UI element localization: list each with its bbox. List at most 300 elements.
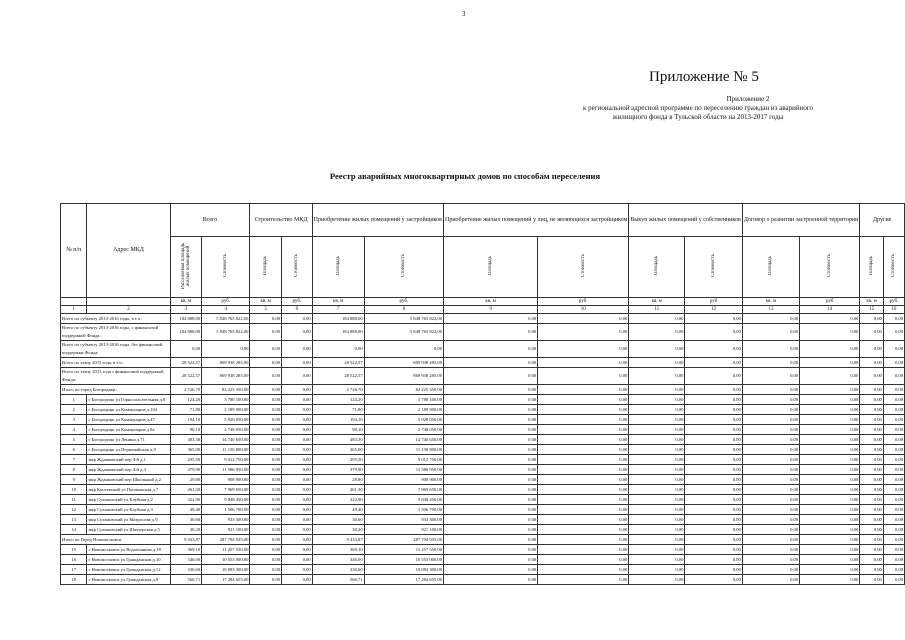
value-cell: 0,00 xyxy=(250,358,282,368)
value-cell: 0,00 xyxy=(742,324,799,341)
row-number: 4 xyxy=(61,425,87,435)
value-cell: 0,00 xyxy=(883,465,904,475)
value-cell: 0,00 xyxy=(444,405,538,415)
value-cell: 9 012 750,00 xyxy=(202,455,250,465)
value-cell: 0,00 xyxy=(250,405,282,415)
row-address: г Богородицк ул Коммунаров д.104 xyxy=(87,405,170,415)
value-cell: 0,00 xyxy=(883,535,904,545)
value-cell: 0,00 xyxy=(860,565,883,575)
value-cell: 0,00 xyxy=(282,535,313,545)
table-row xyxy=(61,324,905,341)
value-cell: 2 748 050,00 xyxy=(364,425,443,435)
unit-cell: руб. xyxy=(538,298,629,306)
unit-cell: кв. м xyxy=(444,298,538,306)
value-cell: 0,00 xyxy=(742,545,799,555)
value-cell: 0,00 xyxy=(685,435,742,445)
value-cell: 0,00 xyxy=(685,385,742,395)
subcol-area: Площадь xyxy=(629,237,685,298)
value-cell: 184 888,00 xyxy=(170,314,202,324)
units-cell-empty xyxy=(87,298,170,306)
value-cell: 49,40 xyxy=(312,505,364,515)
table-row xyxy=(61,368,905,385)
value-cell: 0,00 xyxy=(282,555,313,565)
value-cell: 365,00 xyxy=(170,445,202,455)
column-number-cell: 14 xyxy=(800,306,860,314)
value-cell: 0,00 xyxy=(282,358,313,368)
row-number: 3 xyxy=(61,415,87,425)
value-cell: 0,00 xyxy=(742,525,799,535)
value-cell: 0,00 xyxy=(312,341,364,358)
value-cell: 0,00 xyxy=(444,515,538,525)
table-row xyxy=(61,435,905,445)
value-cell: 0,00 xyxy=(444,368,538,385)
value-cell: 29,80 xyxy=(170,475,202,485)
value-cell: 287 794 035,00 xyxy=(202,535,250,545)
unit-cell: руб. xyxy=(883,298,904,306)
row-address: мкр Жданковский пер 4-й д.1 xyxy=(87,455,170,465)
value-cell: 0,00 xyxy=(444,545,538,555)
value-cell: 10 083 300,00 xyxy=(364,565,443,575)
row-address: мкр Жданковский пер 4-й д.3 xyxy=(87,465,170,475)
value-cell: 0,00 xyxy=(250,341,282,358)
value-cell: 0,00 xyxy=(742,405,799,415)
value-cell: 0,00 xyxy=(800,445,860,455)
value-cell: 0,00 xyxy=(883,495,904,505)
value-cell: 0,00 xyxy=(883,455,904,465)
value-cell: 0,00 xyxy=(742,425,799,435)
value-cell: 0,00 xyxy=(629,495,685,505)
value-cell: 0,00 xyxy=(685,405,742,415)
value-cell: 0,00 xyxy=(444,358,538,368)
value-cell: 9 433,87 xyxy=(312,535,364,545)
unit-cell: кв. м xyxy=(250,298,282,306)
column-number-cell: 1 xyxy=(61,306,87,314)
value-cell: 194,10 xyxy=(170,415,202,425)
value-cell: 0,00 xyxy=(685,314,742,324)
value-cell: 1 506 700,00 xyxy=(202,505,250,515)
value-cell: 11 130 800,00 xyxy=(364,445,443,455)
row-address: Итого по город Богородицк: xyxy=(61,385,171,395)
value-cell: 28 522,57 xyxy=(170,358,202,368)
value-cell: 0,00 xyxy=(860,395,883,405)
value-cell: 3 788 100,00 xyxy=(364,395,443,405)
value-cell: 0,00 xyxy=(250,505,282,515)
value-cell: 0,00 xyxy=(250,445,282,455)
value-cell: 0,00 xyxy=(629,405,685,415)
subcol-area: Площадь xyxy=(312,237,364,298)
value-cell: 0,00 xyxy=(883,405,904,415)
column-number-cell: 11 xyxy=(629,306,685,314)
value-cell: 10 553 000,00 xyxy=(202,555,250,565)
value-cell: 379,90 xyxy=(170,465,202,475)
value-cell: 0,00 xyxy=(250,435,282,445)
value-cell: 0,00 xyxy=(883,341,904,358)
col-num-header: № п/п xyxy=(61,204,87,298)
table-row xyxy=(61,314,905,324)
annex-2-caption xyxy=(548,95,848,122)
value-cell: 0,00 xyxy=(444,475,538,485)
unit-cell: кв. м xyxy=(860,298,883,306)
value-cell: 0,00 xyxy=(444,341,538,358)
value-cell: 0,00 xyxy=(685,324,742,341)
value-cell: 0,00 xyxy=(629,368,685,385)
value-cell: 0,00 xyxy=(250,455,282,465)
value-cell: 0,00 xyxy=(800,425,860,435)
column-number-cell: 2 xyxy=(87,306,170,314)
value-cell: 0,00 xyxy=(685,495,742,505)
value-cell: 0,00 xyxy=(742,341,799,358)
value-cell: 9 848 450,00 xyxy=(202,495,250,505)
table-title: Реестр аварийных многоквартирных домов по способам переселения xyxy=(329,171,601,181)
value-cell: 0,00 xyxy=(250,565,282,575)
value-cell: 0,00 xyxy=(250,415,282,425)
value-cell: 0,00 xyxy=(742,485,799,495)
value-cell: 0,00 xyxy=(800,465,860,475)
column-number-cell: 7 xyxy=(312,306,364,314)
value-cell: 0,00 xyxy=(742,358,799,368)
value-cell: 0,00 xyxy=(883,575,904,585)
value-cell: 0,00 xyxy=(742,575,799,585)
row-address: Всего по субъекту 2013-2016 годы, без финансовой поддержки Фонда: xyxy=(61,341,171,358)
value-cell: 0,00 xyxy=(444,415,538,425)
subcol-cost: Стоимость xyxy=(364,237,443,298)
value-cell: 82 225 350,00 xyxy=(364,385,443,395)
value-cell: 0,00 xyxy=(800,565,860,575)
value-cell: 566,71 xyxy=(170,575,202,585)
table-row xyxy=(61,495,905,505)
value-cell: 0,00 xyxy=(685,341,742,358)
annex-2-line1: Приложение 2 xyxy=(726,95,770,103)
registry-table xyxy=(60,203,905,585)
column-numbers-row xyxy=(61,306,905,314)
value-cell: 566,71 xyxy=(312,575,364,585)
table-row xyxy=(61,445,905,455)
value-cell: 483,30 xyxy=(170,435,202,445)
value-cell: 0,00 xyxy=(860,415,883,425)
value-cell: 322,90 xyxy=(170,495,202,505)
value-cell: 908 900,00 xyxy=(364,475,443,485)
value-cell: 0,00 xyxy=(250,425,282,435)
table-row xyxy=(61,565,905,575)
value-cell: 0,00 xyxy=(883,505,904,515)
value-cell: 0,00 xyxy=(800,475,860,485)
value-cell: 0,00 xyxy=(629,385,685,395)
value-cell: 0,00 xyxy=(282,324,313,341)
value-cell: 0,00 xyxy=(444,525,538,535)
value-cell: 0,00 xyxy=(538,341,629,358)
value-cell: 2 748 050,00 xyxy=(202,425,250,435)
group-construction-header: Строительство МКД xyxy=(250,204,312,237)
value-cell: 0,00 xyxy=(629,525,685,535)
row-number: 7 xyxy=(61,455,87,465)
row-address: г Новомосковск ул Водопьянова д.18 xyxy=(87,545,170,555)
subcol-area: Площадь xyxy=(742,237,799,298)
value-cell: 0,00 xyxy=(282,455,313,465)
table-row xyxy=(61,555,905,565)
value-cell: 0,00 xyxy=(742,368,799,385)
value-cell: 0,00 xyxy=(800,555,860,565)
value-cell: 0,00 xyxy=(282,515,313,525)
value-cell: 5 848 765 822,00 xyxy=(202,314,250,324)
value-cell: 0,00 xyxy=(800,405,860,415)
table-row xyxy=(61,425,905,435)
value-cell: 0,00 xyxy=(742,475,799,485)
value-cell: 0,00 xyxy=(444,505,538,515)
table-row xyxy=(61,545,905,555)
value-cell: 0,00 xyxy=(538,435,629,445)
value-cell: 0,00 xyxy=(538,525,629,535)
value-cell: 0,00 xyxy=(742,555,799,565)
value-cell: 0,00 xyxy=(800,455,860,465)
table-row xyxy=(61,415,905,425)
value-cell: 0,00 xyxy=(685,425,742,435)
value-cell: 0,00 xyxy=(685,395,742,405)
subcol-cost: Стоимость xyxy=(685,237,742,298)
value-cell: 0,00 xyxy=(800,395,860,405)
group-development-header: Договор о развитии застроенной территории xyxy=(742,204,860,237)
group-total-header: Всего xyxy=(170,204,250,237)
value-cell: 11 257 550,00 xyxy=(202,545,250,555)
value-cell: 0,00 xyxy=(629,545,685,555)
value-cell: 0,00 xyxy=(538,395,629,405)
value-cell: 0,00 xyxy=(202,341,250,358)
value-cell: 0,00 xyxy=(282,475,313,485)
value-cell: 0,00 xyxy=(444,555,538,565)
row-number: 15 xyxy=(61,545,87,555)
value-cell: 0,00 xyxy=(860,455,883,465)
value-cell: 28 522,57 xyxy=(312,358,364,368)
value-cell: 0,00 xyxy=(883,324,904,341)
value-cell: 5 848 765 822,00 xyxy=(202,324,250,341)
value-cell: 0,00 xyxy=(538,324,629,341)
value-cell: 0,00 xyxy=(444,324,538,341)
column-number-cell: 12 xyxy=(685,306,742,314)
value-cell: 346,00 xyxy=(170,555,202,565)
value-cell: 5 848 765 822,00 xyxy=(364,314,443,324)
value-cell: 869 938 285,00 xyxy=(364,368,443,385)
value-cell: 869 938 285,00 xyxy=(202,368,250,385)
value-cell: 0,00 xyxy=(629,435,685,445)
value-cell: 0,00 xyxy=(538,314,629,324)
value-cell: 0,00 xyxy=(250,385,282,395)
value-cell: 0,00 xyxy=(860,465,883,475)
table-row xyxy=(61,505,905,515)
unit-cell: руб xyxy=(685,298,742,306)
value-cell: 0,00 xyxy=(444,535,538,545)
value-cell: 0,00 xyxy=(742,385,799,395)
table-row xyxy=(61,385,905,395)
value-cell: 0,00 xyxy=(538,505,629,515)
value-cell: 0,00 xyxy=(883,475,904,485)
value-cell: 0,00 xyxy=(742,465,799,475)
value-cell: 0,00 xyxy=(444,455,538,465)
row-address: г Богородицк ул Горноспасательная д.8 xyxy=(87,395,170,405)
value-cell: 0,00 xyxy=(629,485,685,495)
value-cell: 184 888,00 xyxy=(170,324,202,341)
value-cell: 0,00 xyxy=(282,395,313,405)
value-cell: 0,00 xyxy=(282,425,313,435)
annex-2-line3: жилищного фонда в Тульской области на 2013-2017 годы xyxy=(612,113,784,121)
value-cell: 0,00 xyxy=(282,525,313,535)
value-cell: 0,00 xyxy=(860,575,883,585)
value-cell: 0,00 xyxy=(883,358,904,368)
unit-cell: кв. м xyxy=(170,298,202,306)
value-cell: 0,00 xyxy=(444,395,538,405)
table-row xyxy=(61,358,905,368)
value-cell: 0,00 xyxy=(444,314,538,324)
value-cell: 330,60 xyxy=(170,565,202,575)
value-cell: 0,00 xyxy=(538,368,629,385)
value-cell: 124,20 xyxy=(170,395,202,405)
value-cell: 0,00 xyxy=(883,525,904,535)
value-cell: 0,00 xyxy=(629,314,685,324)
value-cell: 0,00 xyxy=(629,515,685,525)
value-cell: 869 938 285,00 xyxy=(364,358,443,368)
value-cell: 295,50 xyxy=(312,455,364,465)
row-address: Всего по субъекту 2013-2016 годы, в т.ч.: xyxy=(61,314,171,324)
value-cell: 0,00 xyxy=(883,545,904,555)
units-row xyxy=(61,298,905,306)
value-cell: 0,00 xyxy=(800,435,860,445)
row-address: г Новомосковск ул Гражданская д.12 xyxy=(87,565,170,575)
value-cell: 0,00 xyxy=(629,475,685,485)
value-cell: 0,00 xyxy=(860,535,883,545)
table-row xyxy=(61,575,905,585)
header-row-groups xyxy=(61,204,905,237)
value-cell: 0,00 xyxy=(282,445,313,455)
value-cell: 0,00 xyxy=(685,475,742,485)
row-address: Всего по субъекту 2013-2016 годы, с финансовой поддержкой Фонда: xyxy=(61,324,171,341)
value-cell: 0,00 xyxy=(538,515,629,525)
value-cell: 0,00 xyxy=(742,535,799,545)
row-number: 12 xyxy=(61,505,87,515)
value-cell: 0,00 xyxy=(883,314,904,324)
subcol-area: Площадь xyxy=(860,237,883,298)
value-cell: 0,00 xyxy=(629,395,685,405)
value-cell: 0,00 xyxy=(250,535,282,545)
value-cell: 0,00 xyxy=(860,314,883,324)
value-cell: 369,10 xyxy=(170,545,202,555)
group-redemption-header: Выкуп жилых помещений у собственников xyxy=(629,204,742,237)
value-cell: 0,00 xyxy=(250,515,282,525)
value-cell: 11 586 950,00 xyxy=(202,465,250,475)
value-cell: 0,00 xyxy=(742,314,799,324)
unit-cell: кв. м xyxy=(629,298,685,306)
column-number-cell: 4 xyxy=(202,306,250,314)
value-cell: 0,00 xyxy=(629,505,685,515)
unit-cell: кв. м xyxy=(742,298,799,306)
value-cell: 0,00 xyxy=(800,358,860,368)
value-cell: 0,00 xyxy=(685,525,742,535)
table-row xyxy=(61,475,905,485)
value-cell: 0,00 xyxy=(250,368,282,385)
value-cell: 0,00 xyxy=(742,565,799,575)
page-number: 3 xyxy=(462,10,466,18)
value-cell: 261,30 xyxy=(312,485,364,495)
row-address: г Новомосковск ул Гражданская д.10 xyxy=(87,555,170,565)
value-cell: 0,00 xyxy=(800,505,860,515)
value-cell: 7 969 650,00 xyxy=(364,485,443,495)
value-cell: 0,00 xyxy=(444,385,538,395)
value-cell: 0,00 xyxy=(860,515,883,525)
row-number: 13 xyxy=(61,515,87,525)
row-address: г Богородицк ул Ленина д.71 xyxy=(87,435,170,445)
value-cell: 330,60 xyxy=(312,565,364,575)
value-cell: 0,00 xyxy=(742,435,799,445)
value-cell: 5 920 050,00 xyxy=(364,415,443,425)
row-number: 11 xyxy=(61,495,87,505)
row-address: мкр Сухановский ул Матросова д.9 xyxy=(87,515,170,525)
row-address: Итого по Город Новомосковск: xyxy=(61,535,171,545)
subcol-cost: Стоимость xyxy=(202,237,250,298)
value-cell: 0,00 xyxy=(444,445,538,455)
value-cell: 0,00 xyxy=(860,545,883,555)
value-cell: 0,00 xyxy=(883,435,904,445)
subcol-cost: Стоимость xyxy=(538,237,629,298)
value-cell: 0,00 xyxy=(860,485,883,495)
value-cell: 11 257 550,00 xyxy=(364,545,443,555)
row-number: 5 xyxy=(61,435,87,445)
value-cell: 0,00 xyxy=(685,415,742,425)
value-cell: 0,00 xyxy=(250,525,282,535)
value-cell: 0,00 xyxy=(538,455,629,465)
value-cell: 124,20 xyxy=(312,395,364,405)
value-cell: 0,00 xyxy=(685,545,742,555)
row-number: 18 xyxy=(61,575,87,585)
unit-cell: руб. xyxy=(202,298,250,306)
value-cell: 0,00 xyxy=(538,495,629,505)
value-cell: 0,00 xyxy=(538,405,629,415)
value-cell: 0,00 xyxy=(800,485,860,495)
column-number-cell: 13 xyxy=(742,306,799,314)
value-cell: 0,00 xyxy=(282,545,313,555)
value-cell: 11 130 800,00 xyxy=(202,445,250,455)
value-cell: 30,60 xyxy=(312,515,364,525)
row-address: мкр Коптевский ул Пушкинская д.7 xyxy=(87,485,170,495)
value-cell: 0,00 xyxy=(860,495,883,505)
table-row xyxy=(61,525,905,535)
value-cell: 0,00 xyxy=(685,485,742,495)
column-number-cell: 9 xyxy=(444,306,538,314)
value-cell: 0,00 xyxy=(860,341,883,358)
value-cell: 184 888,00 xyxy=(312,314,364,324)
value-cell: 28 522,57 xyxy=(170,368,202,385)
value-cell: 71,80 xyxy=(170,405,202,415)
value-cell: 9 433,87 xyxy=(170,535,202,545)
value-cell: 0,00 xyxy=(250,314,282,324)
row-number: 9 xyxy=(61,475,87,485)
value-cell: 0,00 xyxy=(538,545,629,555)
header-row-subcols xyxy=(61,237,905,298)
group-purchase-dev-header: Приобретение жилых помещений у застройщиков xyxy=(312,204,443,237)
value-cell: 908 900,00 xyxy=(202,475,250,485)
value-cell: 0,00 xyxy=(742,445,799,455)
value-cell: 0,00 xyxy=(685,358,742,368)
value-cell: 0,00 xyxy=(742,395,799,405)
value-cell: 2 726,70 xyxy=(312,385,364,395)
value-cell: 10 083 300,00 xyxy=(202,565,250,575)
value-cell: 0,00 xyxy=(250,475,282,485)
value-cell: 0,00 xyxy=(538,565,629,575)
value-cell: 483,30 xyxy=(312,435,364,445)
value-cell: 0,00 xyxy=(282,495,313,505)
value-cell: 921 100,00 xyxy=(202,525,250,535)
value-cell: 0,00 xyxy=(800,385,860,395)
annex-title: Приложение № 5 xyxy=(649,69,759,85)
value-cell: 0,00 xyxy=(538,358,629,368)
value-cell: 379,90 xyxy=(312,465,364,475)
value-cell: 0,00 xyxy=(444,465,538,475)
